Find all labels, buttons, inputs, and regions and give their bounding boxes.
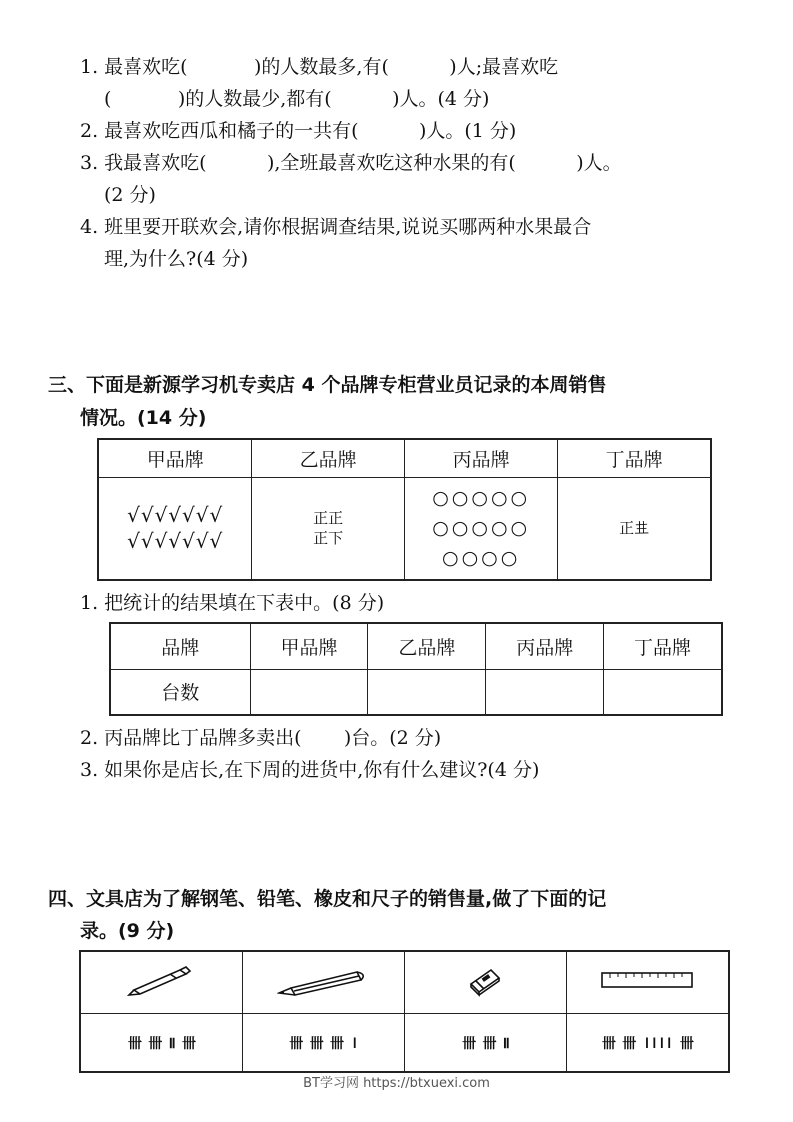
- zheng-marks-row-2: 正下: [313, 529, 344, 548]
- stationery-table: [79, 950, 730, 1073]
- zheng-marks-row-1: 正正: [313, 509, 344, 528]
- pencil-cell: [242, 951, 404, 1013]
- pen-tally: [80, 1013, 242, 1072]
- fill-cell-ding[interactable]: [604, 669, 722, 715]
- ruler-tally-marks: 卌 卌 ǀǀǀǀ 卌: [601, 1036, 693, 1053]
- section-3-title-line-1: 三、下面是新源学习机专卖店 4 个品牌专柜营业员记录的本周销售: [48, 374, 607, 396]
- brand-header-ding: 丁品牌: [558, 439, 711, 477]
- ruler-cell: [566, 951, 729, 1013]
- eraser-cell: [405, 951, 567, 1013]
- fill-cell-jia[interactable]: [250, 669, 368, 715]
- brand-header-jia: 甲品牌: [98, 439, 252, 477]
- circle-marks-row-3: ○○○○: [442, 547, 521, 570]
- fill-header-ding: 丁品牌: [604, 623, 722, 669]
- pen-icon: [126, 962, 196, 998]
- circle-marks-row-2: ○○○○○: [432, 517, 531, 540]
- fill-row-label: 台数: [110, 669, 250, 715]
- question-4-line-1: 4. 班里要开联欢会,请你根据调查结果,说说买哪两种水果最合: [80, 216, 592, 238]
- circle-marks-row-1: ○○○○○: [432, 487, 531, 510]
- question-1-line-2: ( )的人数最少,都有( )人。(4 分): [104, 88, 490, 110]
- question-3-line-1: 3. 我最喜欢吃( ),全班最喜欢吃这种水果的有( )人。: [80, 152, 622, 174]
- record-yi: [252, 477, 405, 580]
- zheng-marks-ding: 正𠀎: [619, 519, 650, 538]
- eraser-icon: [465, 962, 505, 998]
- section-3-question-2: 2. 丙品牌比丁品牌多卖出( )台。(2 分): [80, 727, 442, 749]
- fill-header-brand: 品牌: [110, 623, 250, 669]
- question-3-line-2: (2 分): [104, 184, 156, 206]
- section-3-question-1: 1. 把统计的结果填在下表中。(8 分): [80, 592, 385, 614]
- fill-cell-yi[interactable]: [368, 669, 486, 715]
- eraser-tally: [405, 1013, 567, 1072]
- record-jia: [98, 477, 252, 580]
- pencil-tally: [242, 1013, 404, 1072]
- question-2: 2. 最喜欢吃西瓜和橘子的一共有( )人。(1 分): [80, 120, 517, 142]
- fill-header-bing: 丙品牌: [486, 623, 604, 669]
- eraser-tally-marks: 卌 卌 Ⅱ: [462, 1036, 509, 1053]
- result-fill-table: [109, 622, 723, 716]
- brand-header-yi: 乙品牌: [252, 439, 405, 477]
- check-marks-row-1: √√√√√√√: [127, 503, 224, 528]
- footer-watermark: BT学习网 https://btxuexi.com: [303, 1076, 490, 1091]
- record-bing: [404, 477, 557, 580]
- pencil-icon: [277, 962, 371, 998]
- record-ding: [558, 477, 711, 580]
- fill-header-jia: 甲品牌: [250, 623, 368, 669]
- sales-record-table: [97, 438, 712, 581]
- ruler-tally: [566, 1013, 729, 1072]
- check-marks-row-2: √√√√√√√: [127, 529, 224, 554]
- fill-cell-bing[interactable]: [486, 669, 604, 715]
- question-1-line-1: 1. 最喜欢吃( )的人数最多,有( )人;最喜欢吃: [80, 56, 559, 78]
- pencil-tally-marks: 卌 卌 卌 ǀ: [289, 1036, 358, 1053]
- fill-header-yi: 乙品牌: [368, 623, 486, 669]
- ruler-icon: [600, 968, 694, 992]
- pen-tally-marks: 卌 卌 Ⅱ 卌: [127, 1036, 196, 1053]
- brand-header-bing: 丙品牌: [404, 439, 557, 477]
- section-4-title-line-2: 录。(9 分): [80, 920, 175, 942]
- section-3-title-line-2: 情况。(14 分): [80, 407, 207, 429]
- section-4-title-line-1: 四、文具店为了解钢笔、铅笔、橡皮和尺子的销售量,做了下面的记: [48, 888, 607, 910]
- pen-cell: [80, 951, 242, 1013]
- question-4-line-2: 理,为什么?(4 分): [104, 248, 249, 270]
- section-3-question-3: 3. 如果你是店长,在下周的进货中,你有什么建议?(4 分): [80, 759, 540, 781]
